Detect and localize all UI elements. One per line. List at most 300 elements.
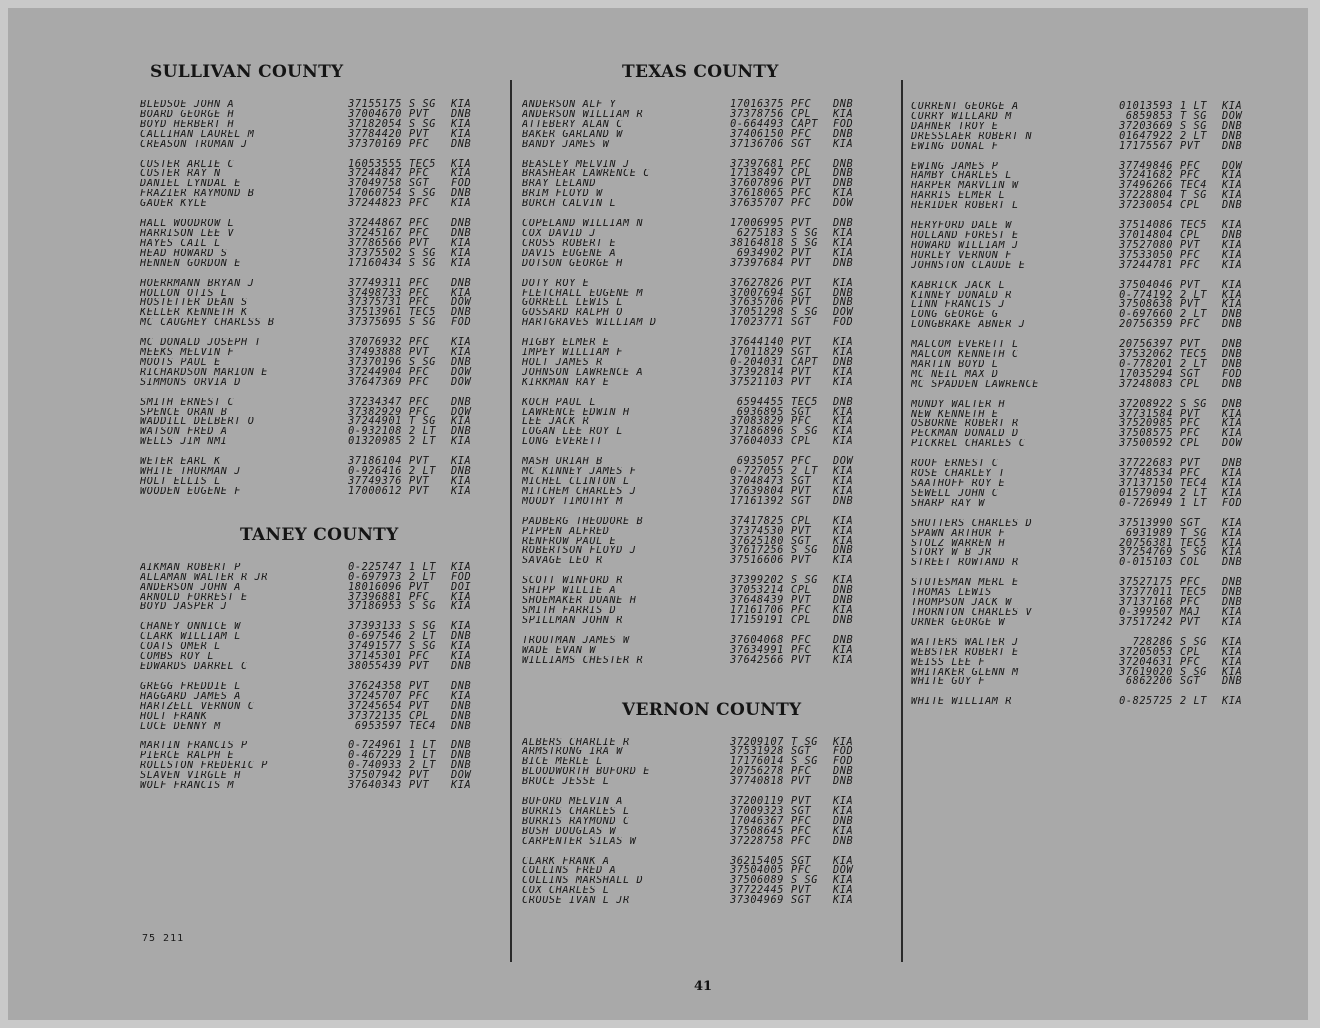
roster-group bbox=[522, 219, 888, 269]
soldier-name: HEAD HOWARD S bbox=[140, 248, 228, 259]
status-code: DNB bbox=[833, 168, 854, 180]
status-code: DNB bbox=[1222, 378, 1243, 390]
serial-number: 37618065 bbox=[730, 188, 784, 200]
status-code: DNB bbox=[1222, 130, 1243, 142]
soldier-name: HOLLON OTIS L bbox=[140, 288, 228, 299]
soldier-name: COMBS ROY L bbox=[140, 652, 215, 662]
serial-number: 0-697546 bbox=[348, 631, 402, 643]
serial-number: 37014804 bbox=[1119, 229, 1173, 241]
rank: PVT bbox=[791, 525, 812, 537]
rank: PFC bbox=[791, 865, 812, 877]
rank: CPL bbox=[791, 436, 812, 448]
rank: 2 LT bbox=[409, 760, 436, 772]
serial-number: 37053214 bbox=[730, 585, 784, 597]
serial-number: 37722683 bbox=[1119, 458, 1173, 470]
roster-entry bbox=[140, 338, 502, 348]
status-code: KIA bbox=[1222, 101, 1243, 112]
rank: SGT bbox=[791, 287, 812, 299]
roster-entry bbox=[140, 781, 502, 791]
rank: SGT bbox=[791, 138, 812, 150]
serial-number: 6859853 bbox=[1125, 110, 1173, 122]
serial-number: 17023771 bbox=[730, 317, 784, 329]
status-code: DOW bbox=[1222, 110, 1243, 122]
serial-number: 37498733 bbox=[348, 287, 402, 299]
soldier-name: BICE MERLE L bbox=[522, 757, 603, 768]
status-code: FOD bbox=[451, 178, 472, 190]
serial-number: 37521103 bbox=[730, 376, 784, 388]
soldier-name: GREGG FREDDIE L bbox=[140, 681, 242, 692]
roster-entry bbox=[911, 261, 1277, 271]
rank: 1 LT bbox=[409, 561, 436, 573]
serial-number: 37607896 bbox=[730, 178, 784, 190]
serial-number: 37228758 bbox=[730, 835, 784, 847]
serial-number: 37007694 bbox=[730, 287, 784, 299]
soldier-name: MEEKS MELVIN F bbox=[140, 348, 235, 358]
rank: S SG bbox=[791, 545, 818, 557]
roster-entry bbox=[140, 358, 502, 368]
roster-group bbox=[911, 162, 1277, 212]
soldier-name: CURRY WILLARD M bbox=[911, 111, 1013, 122]
column-2 bbox=[522, 62, 888, 916]
status-code: DNB bbox=[833, 585, 854, 597]
status-code: KIA bbox=[833, 875, 854, 887]
soldier-name: SHUTTERS CHARLES D bbox=[911, 518, 1033, 529]
roster-group bbox=[140, 457, 502, 497]
soldier-name: SPAWN ARTHUR F bbox=[911, 528, 1006, 539]
rank: SGT bbox=[791, 317, 812, 329]
soldier-name: ATTEBERY ALAN C bbox=[522, 119, 624, 130]
soldier-name: WETER EARL K bbox=[140, 457, 221, 468]
county-section bbox=[140, 62, 502, 497]
roster-entry bbox=[140, 467, 502, 477]
roster-entry bbox=[522, 616, 888, 626]
roster-entry bbox=[140, 348, 502, 358]
roster-entry bbox=[140, 642, 502, 652]
status-code: DOW bbox=[451, 366, 472, 378]
soldier-name: KELLER KENNETH K bbox=[140, 308, 248, 319]
soldier-name: ARNOLD FORREST E bbox=[140, 592, 248, 603]
status-code: DOW bbox=[833, 456, 854, 468]
soldier-name: HOLT ELLIS L bbox=[140, 477, 221, 487]
status-code: DNB bbox=[1222, 140, 1243, 152]
rank: 2 LT bbox=[1180, 487, 1207, 499]
status-code: KIA bbox=[1222, 408, 1243, 420]
rank: 1 LT bbox=[409, 740, 436, 752]
soldier-name: BLOODWORTH BUFORD E bbox=[522, 767, 650, 778]
status-code: DNB bbox=[451, 138, 472, 150]
roster-entry bbox=[911, 658, 1277, 668]
rank: T SG bbox=[1180, 527, 1207, 539]
status-code: KIA bbox=[1222, 487, 1243, 499]
soldier-name: DRESSLAER ROBERT N bbox=[911, 131, 1033, 142]
serial-number: 37244823 bbox=[348, 198, 402, 210]
rank: S SG bbox=[1180, 120, 1207, 132]
soldier-name: MC DONALD JOSEPH T bbox=[140, 338, 262, 349]
rank: T SG bbox=[409, 416, 436, 428]
soldier-name: ANDERSON JOHN A bbox=[140, 582, 242, 593]
rank: 1 LT bbox=[1180, 101, 1207, 112]
soldier-name: HARRIS ELMER L bbox=[911, 191, 1006, 202]
soldier-name: PIPPEN ALFRED bbox=[522, 526, 610, 537]
status-code: KIA bbox=[833, 366, 854, 378]
rank: CPL bbox=[791, 515, 812, 527]
serial-number: 20756397 bbox=[1119, 339, 1173, 351]
soldier-name: COLLINS FRED A bbox=[522, 866, 617, 877]
soldier-name: GAUER KYLE bbox=[140, 199, 208, 210]
roster-entry bbox=[911, 201, 1277, 211]
serial-number: 17161392 bbox=[730, 495, 784, 507]
soldier-name: STREET ROWTAND R bbox=[911, 558, 1019, 569]
status-code: KIA bbox=[1222, 239, 1243, 251]
serial-number: 17035294 bbox=[1119, 368, 1173, 380]
status-code: KIA bbox=[1222, 646, 1243, 658]
soldier-name: IMPEY WILLIAM F bbox=[522, 348, 624, 358]
serial-number: 37244867 bbox=[348, 218, 402, 230]
status-code: KIA bbox=[833, 277, 854, 289]
status-code: KIA bbox=[451, 237, 472, 249]
roster-group bbox=[911, 519, 1277, 569]
rank: PFC bbox=[1180, 160, 1201, 172]
serial-number: 37527080 bbox=[1119, 239, 1173, 251]
roster-group bbox=[522, 457, 888, 507]
status-code: KIA bbox=[833, 347, 854, 359]
serial-number: 37504046 bbox=[1119, 279, 1173, 291]
serial-number: 37182054 bbox=[348, 118, 402, 130]
roster-entry bbox=[522, 279, 888, 289]
soldier-name: HAGGARD JAMES A bbox=[140, 691, 242, 702]
roster-group bbox=[140, 219, 502, 269]
status-code: DNB bbox=[451, 740, 472, 752]
roster-group bbox=[140, 741, 502, 791]
roster-entry bbox=[140, 279, 502, 289]
serial-number: 17161706 bbox=[730, 604, 784, 616]
status-code: DNB bbox=[451, 466, 472, 478]
roster-entry bbox=[140, 229, 502, 239]
soldier-name: HENNEN GORDON E bbox=[140, 258, 242, 269]
serial-number: 17011829 bbox=[730, 347, 784, 359]
soldier-name: SAATHOFF ROY E bbox=[911, 479, 1006, 489]
roster-entry bbox=[522, 837, 888, 847]
roster-group bbox=[522, 398, 888, 448]
serial-number: 37244901 bbox=[348, 416, 402, 428]
rank: PVT bbox=[791, 654, 812, 666]
status-code: DNB bbox=[451, 750, 472, 762]
status-code: KIA bbox=[451, 416, 472, 428]
rank: PVT bbox=[1180, 408, 1201, 420]
soldier-name: CALLIHAN LAUREL M bbox=[140, 129, 255, 140]
rank: PVT bbox=[791, 218, 812, 230]
rank: SGT bbox=[791, 855, 812, 867]
soldier-name: HOWARD WILLIAM J bbox=[911, 240, 1019, 251]
roster-entry bbox=[140, 219, 502, 229]
serial-number: 37245707 bbox=[348, 690, 402, 702]
soldier-name: BOARD GEORGE H bbox=[140, 109, 235, 120]
soldier-name: SHOEMAKER DUANE H bbox=[522, 596, 637, 606]
rank: PVT bbox=[409, 660, 430, 672]
column-divider bbox=[901, 80, 903, 962]
rank: PVT bbox=[409, 770, 430, 782]
serial-number: 37375695 bbox=[348, 317, 402, 329]
status-code: DNB bbox=[1222, 398, 1243, 410]
serial-number: 37625180 bbox=[730, 535, 784, 547]
serial-number: 0-724961 bbox=[348, 740, 402, 752]
status-code: DNB bbox=[1222, 229, 1243, 241]
rank: PFC bbox=[791, 825, 812, 837]
status-code: KIA bbox=[833, 485, 854, 497]
soldier-name: HURLEY VERNON F bbox=[911, 250, 1013, 261]
status-code: DNB bbox=[1222, 557, 1243, 569]
soldier-name: MASH URIAH B bbox=[522, 457, 603, 468]
rank: SGT bbox=[1180, 368, 1201, 380]
soldier-name: KIRKMAN RAY E bbox=[522, 377, 610, 388]
roster-entry bbox=[911, 281, 1277, 291]
roster-entry bbox=[140, 169, 502, 179]
soldier-name: MITCHEM CHARLES J bbox=[522, 486, 637, 497]
serial-number: 6594455 bbox=[736, 396, 784, 408]
serial-number: 728286 bbox=[1132, 636, 1173, 648]
rank: PFC bbox=[1180, 418, 1201, 430]
roster-group bbox=[522, 636, 888, 666]
status-code: FOD bbox=[451, 571, 472, 583]
rank: COL bbox=[1180, 557, 1201, 569]
roster-entry bbox=[140, 622, 502, 632]
serial-number: 37382929 bbox=[348, 406, 402, 418]
soldier-name: MOOTS PAUL E bbox=[140, 357, 221, 368]
status-code: KIA bbox=[1222, 636, 1243, 648]
roster-entry bbox=[911, 439, 1277, 449]
serial-number: 37508645 bbox=[730, 825, 784, 837]
rank: 2 LT bbox=[409, 436, 436, 448]
county-title: VERNON COUNTY bbox=[622, 699, 802, 720]
rank: PVT bbox=[791, 885, 812, 897]
roster-entry bbox=[140, 771, 502, 781]
roster-entry bbox=[911, 142, 1277, 152]
status-code: KIA bbox=[833, 476, 854, 487]
status-code: FOD bbox=[451, 317, 472, 329]
soldier-name: THORNTON CHARLES V bbox=[911, 607, 1033, 618]
soldier-name: SMITH ERNEST C bbox=[140, 397, 235, 408]
roster-group bbox=[522, 517, 888, 567]
rank: CPL bbox=[1180, 229, 1201, 241]
soldier-name: BRIM FLOYD W bbox=[522, 189, 603, 200]
rank: PVT bbox=[409, 108, 430, 120]
status-code: KIA bbox=[451, 99, 472, 110]
serial-number: 37517242 bbox=[1119, 616, 1173, 628]
serial-number: 37619020 bbox=[1119, 666, 1173, 678]
rank: TEC5 bbox=[1180, 537, 1207, 549]
rank: PFC bbox=[1180, 259, 1201, 271]
roster-entry bbox=[140, 289, 502, 299]
rank: PVT bbox=[1180, 458, 1201, 470]
rank: PFC bbox=[409, 218, 430, 230]
serial-number: 37076932 bbox=[348, 337, 402, 349]
status-code: DNB bbox=[1222, 200, 1243, 212]
rank: PVT bbox=[791, 178, 812, 190]
rank: CPL bbox=[791, 585, 812, 597]
status-code: KIA bbox=[451, 247, 472, 259]
serial-number: 37496266 bbox=[1119, 180, 1173, 192]
rank: SGT bbox=[791, 895, 812, 907]
rank: PVT bbox=[791, 595, 812, 607]
status-code: KIA bbox=[1222, 170, 1243, 182]
status-code: KIA bbox=[1222, 517, 1243, 529]
soldier-name: NEW KENNETH E bbox=[911, 409, 999, 420]
rank: PVT bbox=[1180, 239, 1201, 251]
status-code: KIA bbox=[833, 426, 854, 438]
roster-entry bbox=[140, 298, 502, 308]
status-code: KIA bbox=[1222, 468, 1243, 480]
rank: PVT bbox=[409, 581, 430, 593]
serial-number: 37493888 bbox=[348, 347, 402, 359]
soldier-name: BURCH CALVIN L bbox=[522, 199, 617, 210]
soldier-name: EDWARDS DARREL C bbox=[140, 661, 248, 672]
soldier-name: ROBERTSON FLOYD J bbox=[522, 546, 637, 557]
soldier-name: BUFORD MELVIN A bbox=[522, 797, 624, 807]
serial-number: 37137168 bbox=[1119, 597, 1173, 609]
serial-number: 37642566 bbox=[730, 654, 784, 666]
rank: PFC bbox=[409, 406, 430, 418]
roster-group bbox=[140, 338, 502, 388]
roster-entry bbox=[140, 378, 502, 388]
rank: TEC5 bbox=[791, 396, 818, 408]
rank: S SG bbox=[409, 247, 436, 259]
serial-number: 0-726949 bbox=[1119, 497, 1173, 509]
roster-entry bbox=[140, 239, 502, 249]
rank: PVT bbox=[791, 297, 812, 309]
soldier-name: CREASON TRUMAN J bbox=[140, 139, 248, 150]
soldier-name: MOODY TIMOTHY M bbox=[522, 496, 624, 507]
soldier-name: COPELAND WILLIAM N bbox=[522, 219, 644, 229]
soldier-name: RICHARDSON MARION E bbox=[140, 367, 268, 378]
rank: SGT bbox=[791, 746, 812, 758]
roster-group bbox=[140, 100, 502, 150]
rank: PFC bbox=[1180, 319, 1201, 331]
soldier-name: HOLLAND FOREST E bbox=[911, 230, 1019, 241]
serial-number: 37749376 bbox=[348, 476, 402, 487]
soldier-name: WADE EVAN W bbox=[522, 645, 597, 656]
roster-entry bbox=[140, 583, 502, 593]
serial-number: 38055439 bbox=[348, 660, 402, 672]
county-section bbox=[140, 525, 502, 791]
status-code: DOW bbox=[451, 406, 472, 418]
roster-group bbox=[140, 160, 502, 210]
status-code: DNB bbox=[833, 99, 854, 110]
soldier-name: DAVIS EUGENE A bbox=[522, 248, 617, 259]
rank: PVT bbox=[791, 337, 812, 349]
serial-number: 37374530 bbox=[730, 525, 784, 537]
serial-number: 0-399507 bbox=[1119, 606, 1173, 618]
status-code: KIA bbox=[451, 651, 472, 663]
soldier-name: KABRICK JACK L bbox=[911, 280, 1006, 291]
roster-entry bbox=[140, 741, 502, 751]
status-code: KIA bbox=[451, 561, 472, 573]
serial-number: 17046367 bbox=[730, 815, 784, 827]
soldier-name: LOGAN LEE ROY L bbox=[522, 427, 624, 438]
status-code: KIA bbox=[1222, 190, 1243, 202]
soldier-name: WELLS JIM NMI bbox=[140, 437, 228, 448]
serial-number: 37527175 bbox=[1119, 577, 1173, 589]
serial-number: 37004670 bbox=[348, 108, 402, 120]
rank: SGT bbox=[791, 535, 812, 547]
status-code: DNB bbox=[833, 545, 854, 557]
rank: S SG bbox=[791, 426, 818, 438]
soldier-name: WATSON FRED A bbox=[140, 427, 228, 438]
status-code: KIA bbox=[833, 644, 854, 656]
status-code: KIA bbox=[451, 287, 472, 299]
roster-group bbox=[911, 340, 1277, 390]
soldier-name: MC CAUGHEY CHARLSS B bbox=[140, 318, 275, 329]
rank: SGT bbox=[1180, 517, 1201, 529]
soldier-name: SPENCE ORAN B bbox=[140, 407, 228, 418]
roster-entry bbox=[522, 656, 888, 666]
rank: S SG bbox=[791, 875, 818, 887]
roster-entry bbox=[522, 777, 888, 787]
status-code: KIA bbox=[833, 555, 854, 567]
serial-number: 38164818 bbox=[730, 237, 784, 249]
serial-number: 18016096 bbox=[348, 581, 402, 593]
roster-entry bbox=[140, 573, 502, 583]
status-code: KIA bbox=[451, 198, 472, 210]
roster-group bbox=[911, 697, 1277, 707]
serial-number: 37624358 bbox=[348, 680, 402, 692]
soldier-name: HARPER MARVLIN W bbox=[911, 181, 1019, 192]
status-code: DNB bbox=[451, 188, 472, 200]
rank: S SG bbox=[409, 188, 436, 200]
rank: PFC bbox=[791, 644, 812, 656]
rank: PVT bbox=[791, 555, 812, 567]
soldier-name: LONGBRAKE ABNER J bbox=[911, 320, 1026, 331]
status-code: KIA bbox=[833, 805, 854, 817]
county-title: TANEY COUNTY bbox=[240, 524, 399, 545]
soldier-name: MARTIN FRANCIS P bbox=[140, 741, 248, 752]
soldier-name: ARMSTRONG IRA W bbox=[522, 747, 624, 758]
serial-number: 37375731 bbox=[348, 297, 402, 309]
soldier-name: CROUSE IVAN L JR bbox=[522, 896, 630, 907]
serial-number: 37228804 bbox=[1119, 190, 1173, 202]
status-code: KIA bbox=[833, 855, 854, 867]
serial-number: 6275183 bbox=[736, 227, 784, 239]
rank: 2 LT bbox=[791, 466, 818, 478]
status-code: KIA bbox=[1222, 418, 1243, 430]
status-code: DNB bbox=[833, 614, 854, 626]
rank: PVT bbox=[409, 347, 430, 359]
roster-group bbox=[522, 797, 888, 847]
rank: PFC bbox=[1180, 170, 1201, 182]
status-code: DOW bbox=[833, 865, 854, 877]
status-code: DOW bbox=[1222, 160, 1243, 172]
serial-number: 0-727055 bbox=[730, 466, 784, 478]
serial-number: 37396881 bbox=[348, 591, 402, 603]
roster-entry bbox=[140, 160, 502, 170]
soldier-name: KINNEY DONALD R bbox=[911, 290, 1013, 301]
serial-number: 37254769 bbox=[1119, 547, 1173, 559]
status-code: DNB bbox=[451, 218, 472, 230]
roster-entry bbox=[140, 249, 502, 259]
soldier-name: HALL WOODROW L bbox=[140, 219, 235, 229]
status-code: DNB bbox=[833, 287, 854, 299]
serial-number: 17138497 bbox=[730, 168, 784, 180]
soldier-name: GOSSARD RALPH O bbox=[522, 308, 624, 319]
status-code: DOW bbox=[833, 307, 854, 319]
serial-number: 37248083 bbox=[1119, 378, 1173, 390]
rank: PFC bbox=[409, 287, 430, 299]
status-code: DNB bbox=[451, 307, 472, 319]
rank: PFC bbox=[791, 188, 812, 200]
roster-entry bbox=[140, 652, 502, 662]
column-3 bbox=[911, 62, 1277, 717]
soldier-name: DAHNER TROY E bbox=[911, 121, 999, 132]
soldier-name: MARTIN BOYD L bbox=[911, 359, 999, 370]
